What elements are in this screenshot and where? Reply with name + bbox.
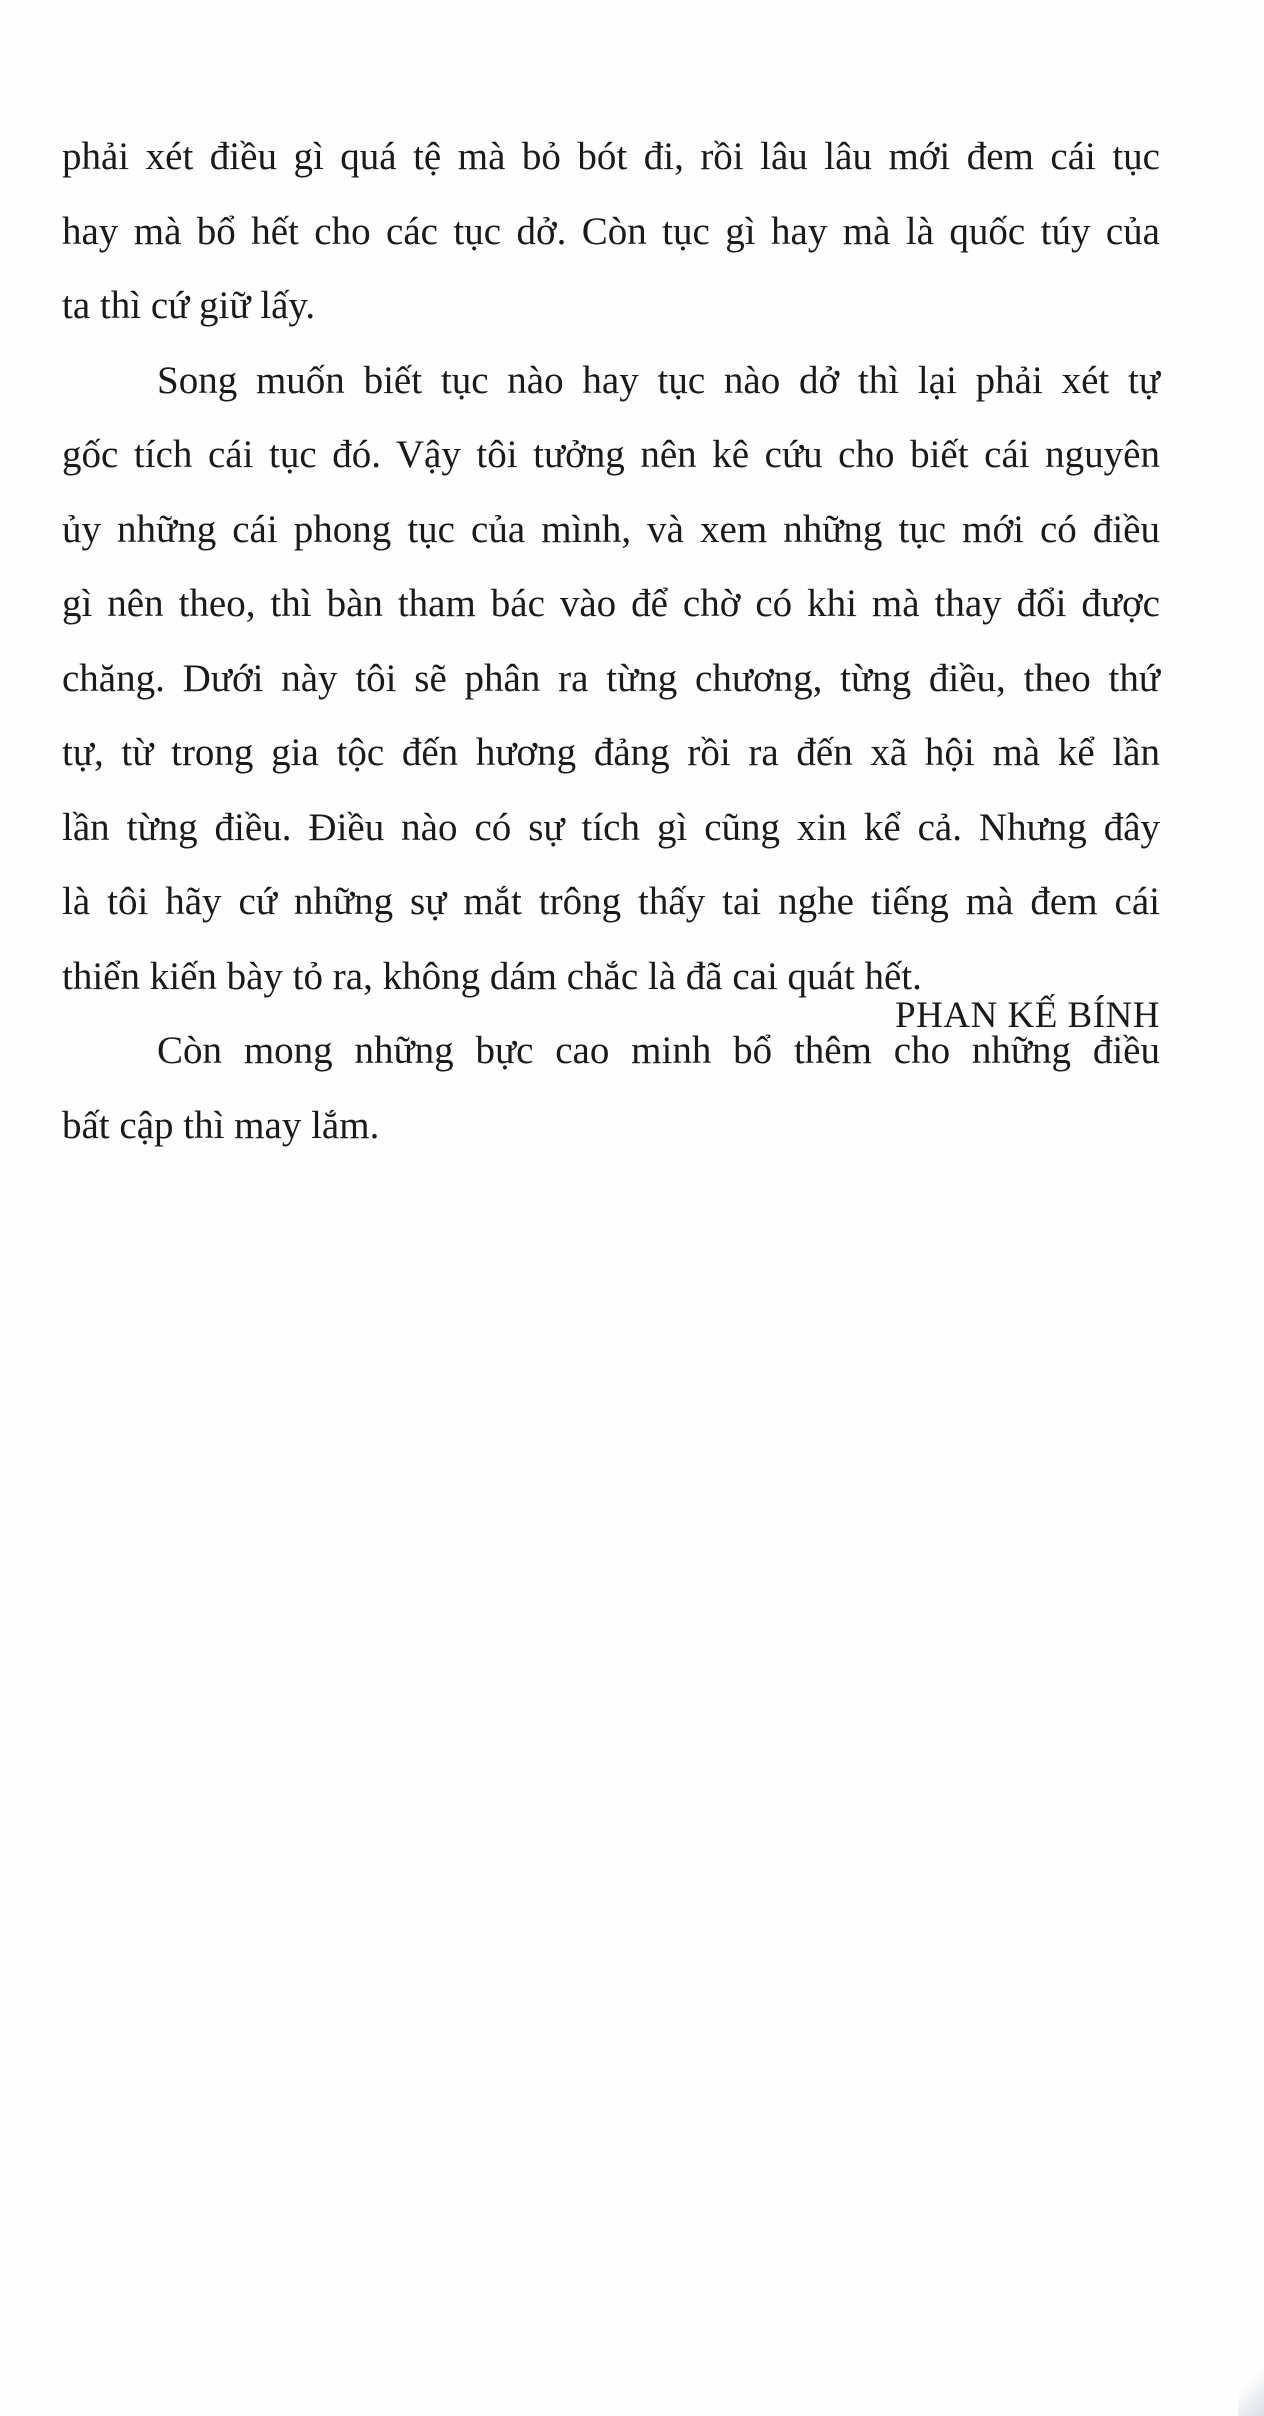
text-line: ta thì cứ giữ lấy. (62, 284, 316, 327)
text-line: ủy những cái phong tục của mình, và xem những tục mới có điều (62, 507, 1160, 551)
text-line: tự, từ trong gia tộc đến hương đảng rồi ra đến xã hội mà kể lần (62, 731, 1160, 774)
text-line: lần từng điều. Điều nào có sự tích gì cũng xin kể cả. Nhưng đây (62, 805, 1160, 849)
text-line: là tôi hãy cứ những sự mắt trông thấy tai nghe tiếng mà đem cái (62, 880, 1160, 923)
text-line: chăng. Dưới này tôi sẽ phân ra từng chương, từng điều, theo thứ (62, 656, 1160, 700)
text-line: gì nên theo, thì bàn tham bác vào để chờ có khi mà thay đổi được (62, 582, 1160, 625)
author-signature: PHAN KẾ BÍNH (895, 995, 1160, 1036)
text-line: gốc tích cái tục đó. Vậy tôi tưởng nên kê cứu cho biết cái nguyên (62, 433, 1160, 476)
text-line: bất cập thì may lắm. (62, 1103, 380, 1147)
text-line: Còn mong những bực cao minh bổ thêm cho những điều (157, 1029, 1160, 1072)
text-line: thiển kiến bày tỏ ra, không dám chắc là đã cai quát hết. (62, 954, 922, 998)
text-line: phải xét điều gì quá tệ mà bỏ bót đi, rồi lâu lâu mới đem cái tục (62, 135, 1160, 178)
text-line: Song muốn biết tục nào hay tục nào dở thì lại phải xét tự (157, 358, 1160, 402)
text-line: hay mà bổ hết cho các tục dở. Còn tục gì hay mà là quốc túy của (62, 209, 1160, 253)
page-edge-shadow (1238, 2356, 1264, 2416)
